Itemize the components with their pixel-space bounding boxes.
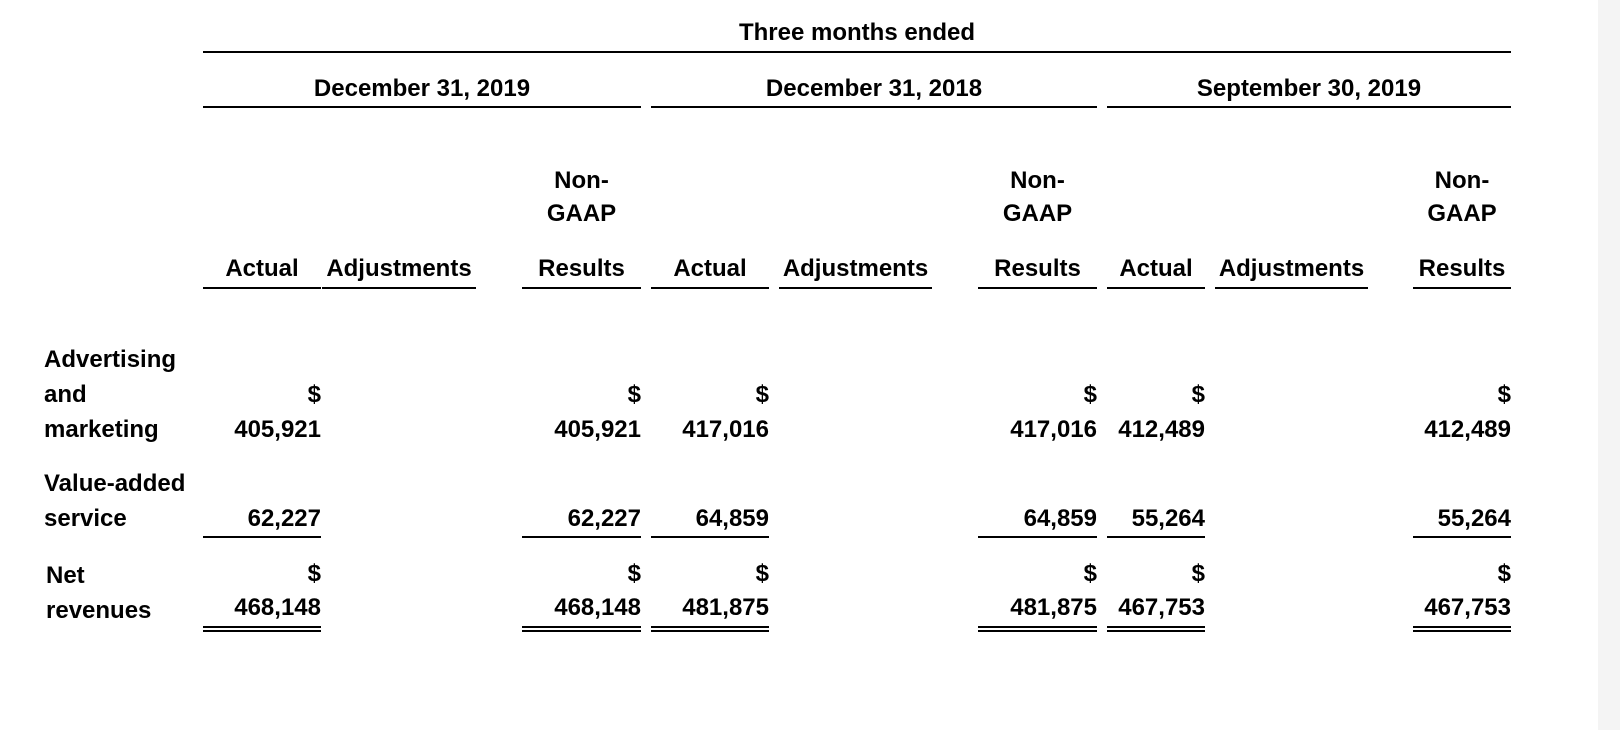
subtotal-rule [651,536,769,538]
col-rule [1215,287,1368,289]
currency-symbol: $ [1191,560,1205,587]
col-rule [779,287,932,289]
cell-value: 405,921 [554,416,641,443]
row-label-net-revenues: Net [46,562,85,589]
cell-value: 405,921 [234,416,321,443]
col-rule [978,287,1097,289]
cell-value: 467,753 [1424,594,1511,621]
col-header-results: Results [994,255,1081,282]
title-rule [203,51,1511,53]
total-double-rule [1107,626,1205,632]
currency-symbol: $ [627,381,641,408]
total-double-rule [203,626,321,632]
col-header-adjustments: Adjustments [782,255,929,282]
col-rule [522,287,641,289]
cell-value: 412,489 [1118,416,1205,443]
total-double-rule [978,626,1097,632]
subtotal-rule [1413,536,1511,538]
col-header-actual: Actual [225,255,299,282]
col-header-gaap: GAAP [1427,200,1497,227]
cell-value: 417,016 [682,416,769,443]
cell-value: 55,264 [1437,505,1511,532]
subtotal-rule [1107,536,1205,538]
cell-value: 64,859 [1023,505,1097,532]
row-label-net-revenues: revenues [46,597,152,624]
cell-value: 468,148 [554,594,641,621]
cell-value: 468,148 [234,594,321,621]
col-rule [1107,287,1205,289]
col-header-results: Results [538,255,625,282]
col-rule [203,287,321,289]
cell-value: 62,227 [247,505,321,532]
currency-symbol: $ [755,381,769,408]
total-double-rule [1413,626,1511,632]
period-rule [1107,106,1511,108]
row-label-advertising: marketing [44,416,159,443]
currency-symbol: $ [1497,560,1511,587]
col-header-non: Non- [1010,167,1065,194]
currency-symbol: $ [1497,381,1511,408]
cell-value: 55,264 [1131,505,1205,532]
row-label-value-added: service [44,505,127,532]
currency-symbol: $ [307,381,321,408]
cell-value: 62,227 [567,505,641,532]
col-header-actual: Actual [673,255,747,282]
currency-symbol: $ [755,560,769,587]
row-label-advertising: Advertising [44,346,177,373]
col-rule [1413,287,1511,289]
col-header-gaap: GAAP [546,200,617,227]
period-rule [203,106,641,108]
subtotal-rule [203,536,321,538]
currency-symbol: $ [1083,560,1097,587]
cell-value: 481,875 [1010,594,1097,621]
currency-symbol: $ [1083,381,1097,408]
row-label-value-added: Value-added [44,470,186,497]
subtotal-rule [978,536,1097,538]
subtotal-rule [522,536,641,538]
col-header-non: Non- [554,167,609,194]
row-label-advertising: and [44,381,87,408]
period-header-dec-2019: December 31, 2019 [313,75,531,102]
col-header-gaap: GAAP [1002,200,1073,227]
period-header-sep-2019: September 30, 2019 [1196,75,1422,102]
cell-value: 412,489 [1424,416,1511,443]
col-header-adjustments: Adjustments [1218,255,1365,282]
table-title: Three months ended [738,19,976,46]
currency-symbol: $ [307,560,321,587]
cell-value: 64,859 [695,505,769,532]
col-rule [322,287,476,289]
cell-value: 417,016 [1010,416,1097,443]
col-header-non: Non- [1434,167,1490,194]
col-header-actual: Actual [1119,255,1193,282]
currency-symbol: $ [627,560,641,587]
col-header-results: Results [1418,255,1506,282]
page-edge-shade [1598,0,1620,730]
period-rule [651,106,1097,108]
total-double-rule [651,626,769,632]
total-double-rule [522,626,641,632]
cell-value: 467,753 [1118,594,1205,621]
col-header-adjustments: Adjustments [326,255,472,282]
cell-value: 481,875 [682,594,769,621]
col-rule [651,287,769,289]
currency-symbol: $ [1191,381,1205,408]
period-header-dec-2018: December 31, 2018 [765,75,983,102]
